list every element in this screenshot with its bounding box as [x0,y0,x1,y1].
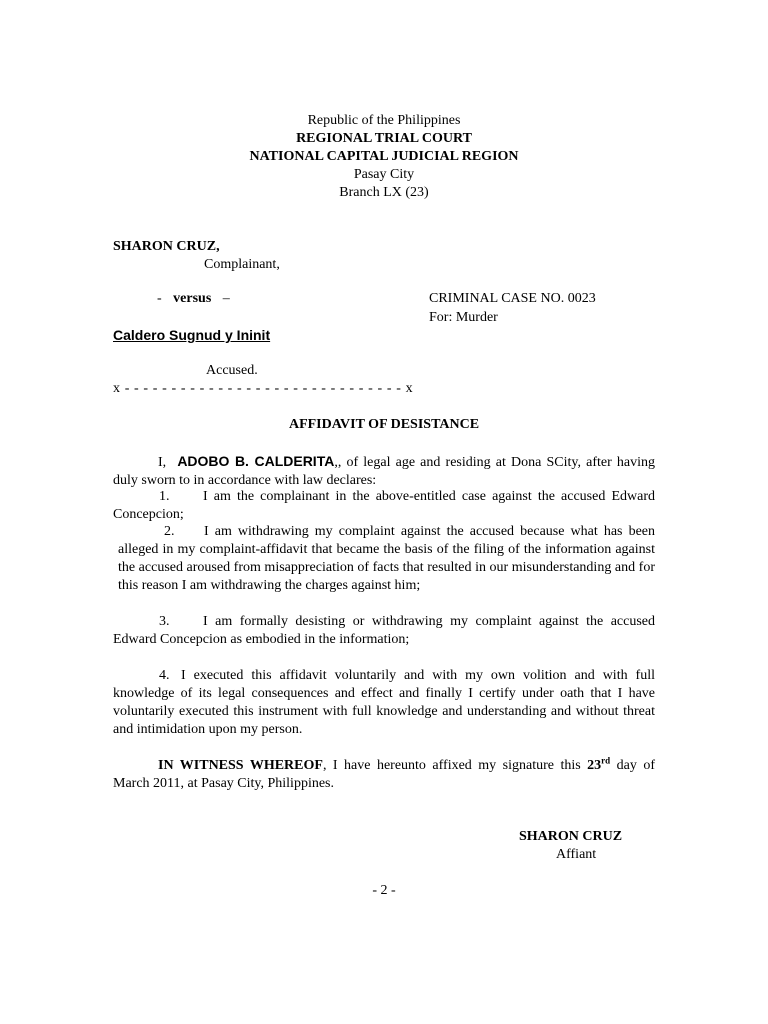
witness-lead: IN WITNESS WHEREOF [158,758,323,773]
versus-dash-left: - [157,291,162,306]
intro-paragraph [113,452,655,490]
versus-word: versus [173,291,212,306]
header-court: REGIONAL TRIAL COURT [296,131,472,146]
witness-day-suffix: rd [601,755,611,766]
intro-prefix: I, [158,455,167,470]
affiant-name: ADOBO B. CALDERITA [177,453,335,469]
item-3-text: I am formally desisting or withdrawing my complaint against the accused Edward Concepcion as embodied in the information; [113,614,655,647]
case-number: CRIMINAL CASE NO. 0023 [429,291,596,306]
header-republic: Republic of the Philippines [307,113,461,128]
signature-role: Affiant [556,847,597,862]
item-2-number: 2. [164,524,175,539]
intro-suffix: ,, of legal age and residing at Dona SCity, after having duly sworn to in accordance with law declares: [113,455,656,488]
header-branch: Branch LX (23) [339,185,429,200]
complainant-name: SHARON CRUZ, [113,239,220,254]
witness-text-a: , I have hereunto affixed my signature this [322,758,588,773]
item-4 [113,667,655,739]
witness-paragraph [113,757,655,793]
versus-line [157,290,230,308]
item-3-number: 3. [159,614,170,629]
accused-name: Caldero Sugnud y Ininit [113,327,271,343]
item-1-text: I am the complainant in the above-entitled case against the accused Edward Concepcion; [113,489,655,522]
header-city: Pasay City [353,167,415,182]
accused-role: Accused. [206,363,258,378]
item-1 [113,488,655,524]
header-region: NATIONAL CAPITAL JUDICIAL REGION [249,149,519,164]
document-title: AFFIDAVIT OF DESISTANCE [288,417,480,432]
versus-dash-right: – [222,291,230,306]
item-3 [113,613,655,649]
item-4-number: 4. [159,668,170,683]
case-for: For: Murder [429,310,498,325]
caption-divider: x - - - - - - - - - - - - - - - - - - - - - - - - - - - - - - x [113,381,414,396]
item-1-number: 1. [159,489,170,504]
witness-day: 23 [587,758,602,773]
item-2-text: I am withdrawing my complaint against the accused because what has been alleged in my complaint-affidavit that became the basis of the filing of the information against the accused aroused from misappreciation of facts that resulted in our misunderstanding and for this reason I am withdrawing the charges against him; [118,524,655,593]
complainant-role: Complainant, [204,257,280,272]
page-number: - 2 - [372,883,396,898]
item-4-text: I executed this affidavit voluntarily and with my own volition and with full knowledge of its legal consequences and effect and finally I certify under oath that I have voluntarily executed this instrument with full knowledge and understanding and without threat and intimidation upon my person. [113,668,655,737]
signature-name: SHARON CRUZ [519,829,623,844]
item-2 [118,523,655,595]
witness-text-b: day of March 2011, at Pasay City, Philippines. [113,758,655,791]
